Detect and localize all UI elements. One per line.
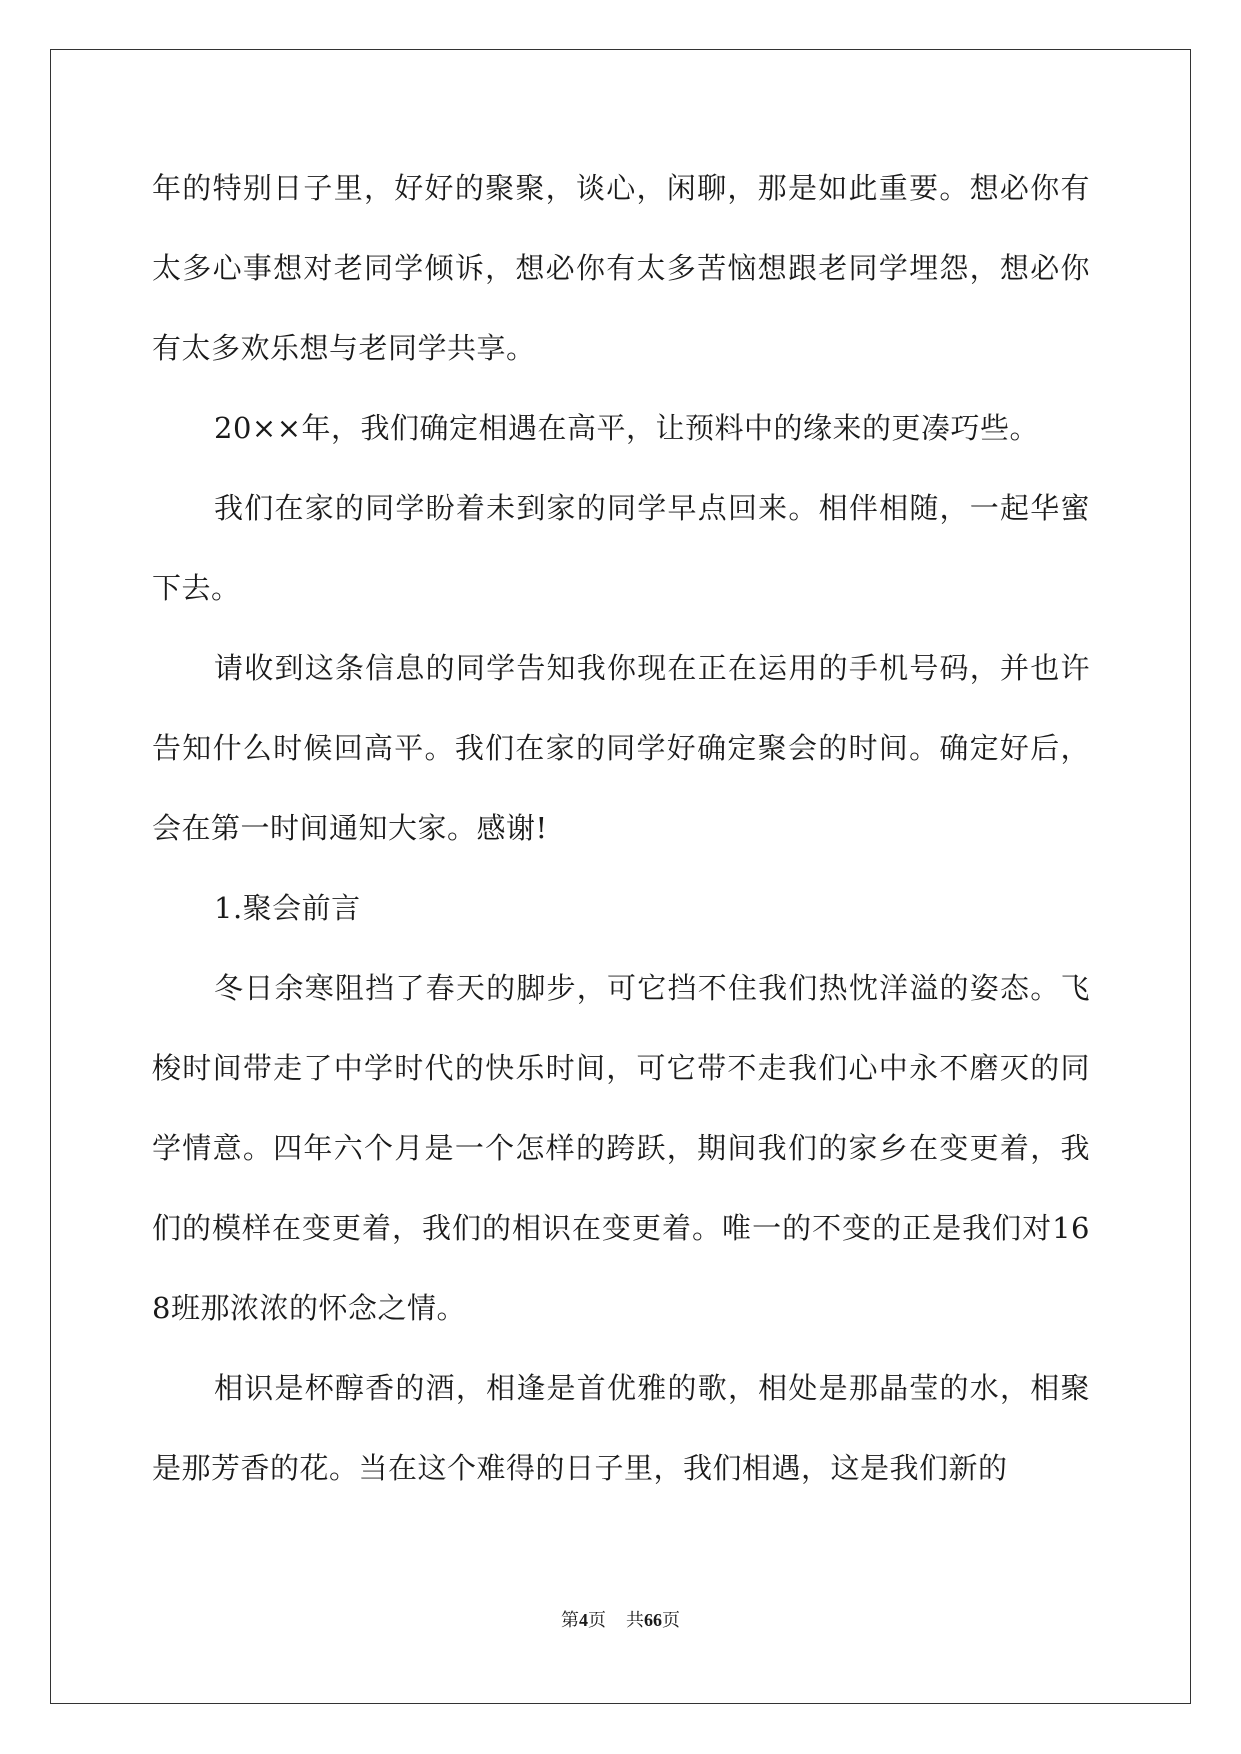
paragraph: 请收到这条信息的同学告知我你现在正在运用的手机号码，并也许告知什么时候回高平。我们在家的同学好确定聚会的时间。确定好后，会在第一时间通知大家。感谢!	[152, 651, 1090, 845]
page-number: 4	[579, 1610, 588, 1630]
paragraph: 我们在家的同学盼着未到家的同学早点回来。相伴相随，一起华蜜下去。	[152, 491, 1090, 605]
page-footer	[0, 1609, 1241, 1632]
total-pages: 66	[644, 1610, 662, 1630]
total-suffix: 页	[662, 1610, 680, 1631]
page-prefix: 第	[561, 1610, 579, 1631]
paragraph: 20××年，我们确定相遇在高平，让预料中的缘来的更凑巧些。	[214, 411, 1040, 445]
page-suffix: 页	[588, 1610, 606, 1631]
section-heading: 1.聚会前言	[214, 891, 361, 925]
paragraph: 冬日余寒阻挡了春天的脚步，可它挡不住我们热忱洋溢的姿态。飞梭时间带走了中学时代的快乐时间，可它带不走我们心中永不磨灭的同学情意。四年六个月是一个怎样的跨跃，期间我们的家乡在变更着，我们的模样在变更着，我们的相识在变更着。唯一的不变的正是我们对168班那浓浓的怀念之情。	[152, 971, 1090, 1325]
paragraph: 年的特别日子里，好好的聚聚，谈心，闲聊，那是如此重要。想必你有太多心事想对老同学倾诉，想必你有太多苦恼想跟老同学埋怨，想必你有太多欢乐想与老同学共享。	[152, 171, 1090, 365]
document-body	[152, 148, 1090, 1508]
total-prefix: 共	[626, 1610, 644, 1631]
paragraph: 相识是杯醇香的酒，相逢是首优雅的歌，相处是那晶莹的水，相聚是那芳香的花。当在这个难得的日子里，我们相遇，这是我们新的	[152, 1371, 1090, 1485]
